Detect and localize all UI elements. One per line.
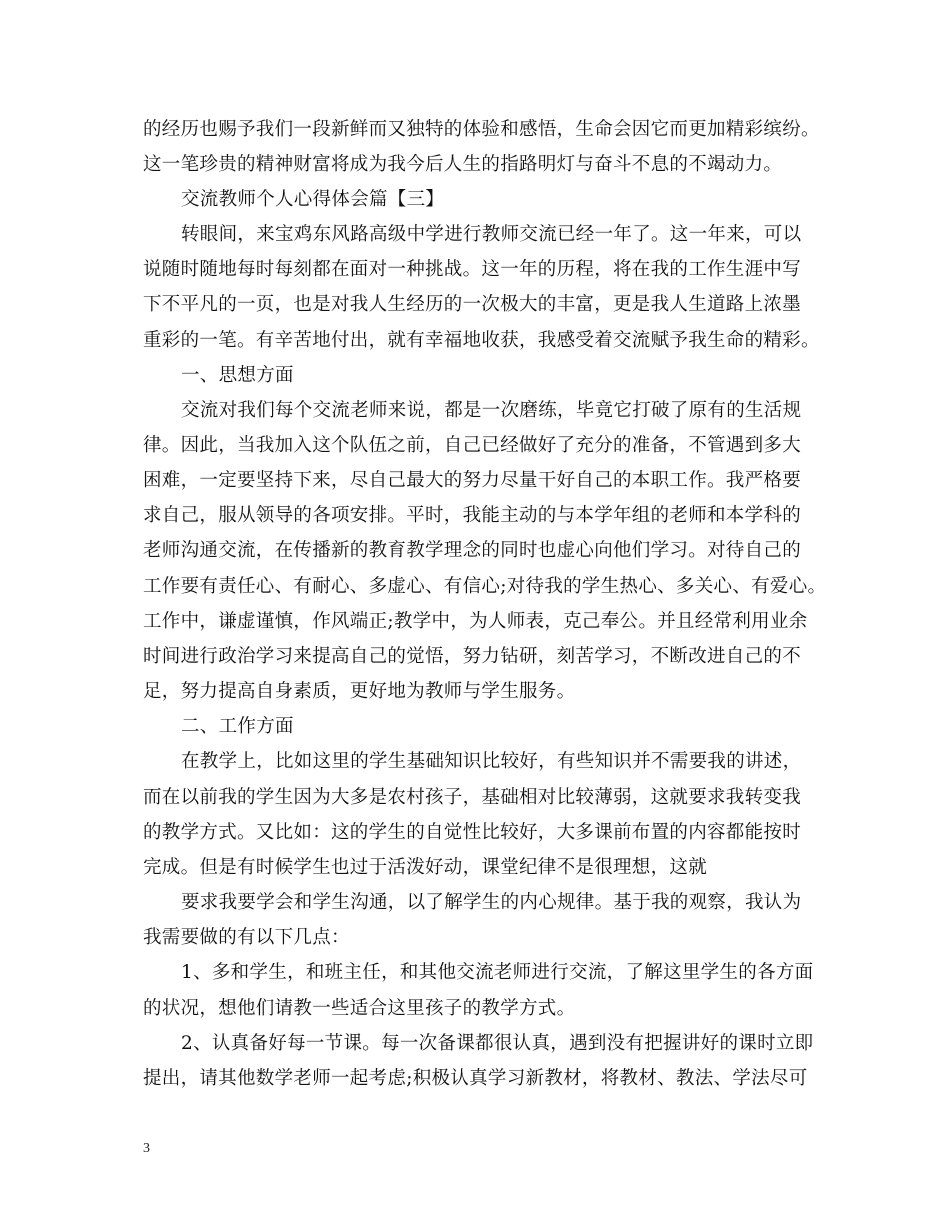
subsection-heading: 二、工作方面 [181, 716, 294, 737]
body-text-line: 时间进行政治学习来提高自己的觉悟，努力钻研，刻苦学习，不断改进自己的不 [143, 646, 802, 667]
list-item-text: 的状况，想他们请教一些适合这里孩子的教学方式。 [143, 998, 576, 1019]
body-text-line: 工作中，谦虚谨慎，作风端正;教学中，为人师表，克己奉公。并且经常利用业余 [143, 611, 808, 632]
body-text-line: 律。因此，当我加入这个队伍之前，自己已经做好了充分的准备，不管遇到多大 [143, 435, 802, 456]
body-text-line: 足，努力提高自身素质，更好地为教师与学生服务。 [143, 681, 576, 702]
body-text-line: 说随时随地每时每刻都在面对一种挑战。这一年的历程，将在我的工作生涯中写 [143, 259, 802, 280]
page-number: 3 [143, 1141, 150, 1156]
body-text-line: 求自己，服从领导的各项安排。平时，我能主动的与本学年组的老师和本学科的 [143, 505, 802, 526]
body-text-line: 完成。但是有时候学生也过于活泼好动，课堂纪律不是很理想，这就 [143, 857, 708, 878]
body-text-line: 交流对我们每个交流老师来说，都是一次磨练，毕竟它打破了原有的生活规 [181, 400, 802, 421]
list-item-text: 2、认真备好每一节课。每一次备课都很认真，遇到没有把握讲好的课时立即 [181, 1033, 814, 1054]
body-text-line: 我需要做的有以下几点： [143, 927, 350, 948]
body-text-line: 工作要有责任心、有耐心、多虚心、有信心;对待我的学生热心、多关心、有爱心。 [143, 576, 827, 597]
body-text-line: 在教学上，比如这里的学生基础知识比较好，有些知识并不需要我的讲述， [181, 751, 802, 772]
section-title: 交流教师个人心得体会篇【三】 [181, 189, 445, 210]
body-text-line: 转眼间，来宝鸡东风路高级中学进行教师交流已经一年了。这一年来，可以 [181, 224, 802, 245]
body-text-line: 的教学方式。又比如：这的学生的自觉性比较好，大多课前布置的内容都能按时 [143, 822, 802, 843]
list-item-text: 提出，请其他数学老师一起考虑;积极认真学习新教材，将教材、教法、学法尽可 [143, 1068, 808, 1089]
body-text-line: 困难，一定要坚持下来，尽自己最大的努力尽量干好自己的本职工作。我严格要 [143, 470, 802, 491]
body-text-line: 老师沟通交流，在传播新的教育教学理念的同时也虚心向他们学习。对待自己的 [143, 540, 802, 561]
body-text-line: 这一笔珍贵的精神财富将成为我今后人生的指路明灯与奋斗不息的不竭动力。 [143, 154, 783, 175]
body-text-line: 重彩的一笔。有辛苦地付出，就有幸福地收获，我感受着交流赋予我生命的精彩。 [143, 330, 820, 351]
subsection-heading: 一、思想方面 [181, 365, 294, 386]
body-text-line: 要求我要学会和学生沟通，以了解学生的内心规律。基于我的观察，我认为 [181, 892, 802, 913]
body-text-line: 而在以前我的学生因为大多是农村孩子，基础相对比较薄弱，这就要求我转变我 [143, 787, 802, 808]
body-text-line: 的经历也赐予我们一段新鲜而又独特的体验和感悟，生命会因它而更加精彩缤纷。 [143, 119, 820, 140]
list-item-text: 1、多和学生，和班主任，和其他交流老师进行交流，了解这里学生的各方面 [181, 962, 814, 983]
body-text-line: 下不平凡的一页，也是对我人生经历的一次极大的丰富，更是我人生道路上浓墨 [143, 294, 802, 315]
